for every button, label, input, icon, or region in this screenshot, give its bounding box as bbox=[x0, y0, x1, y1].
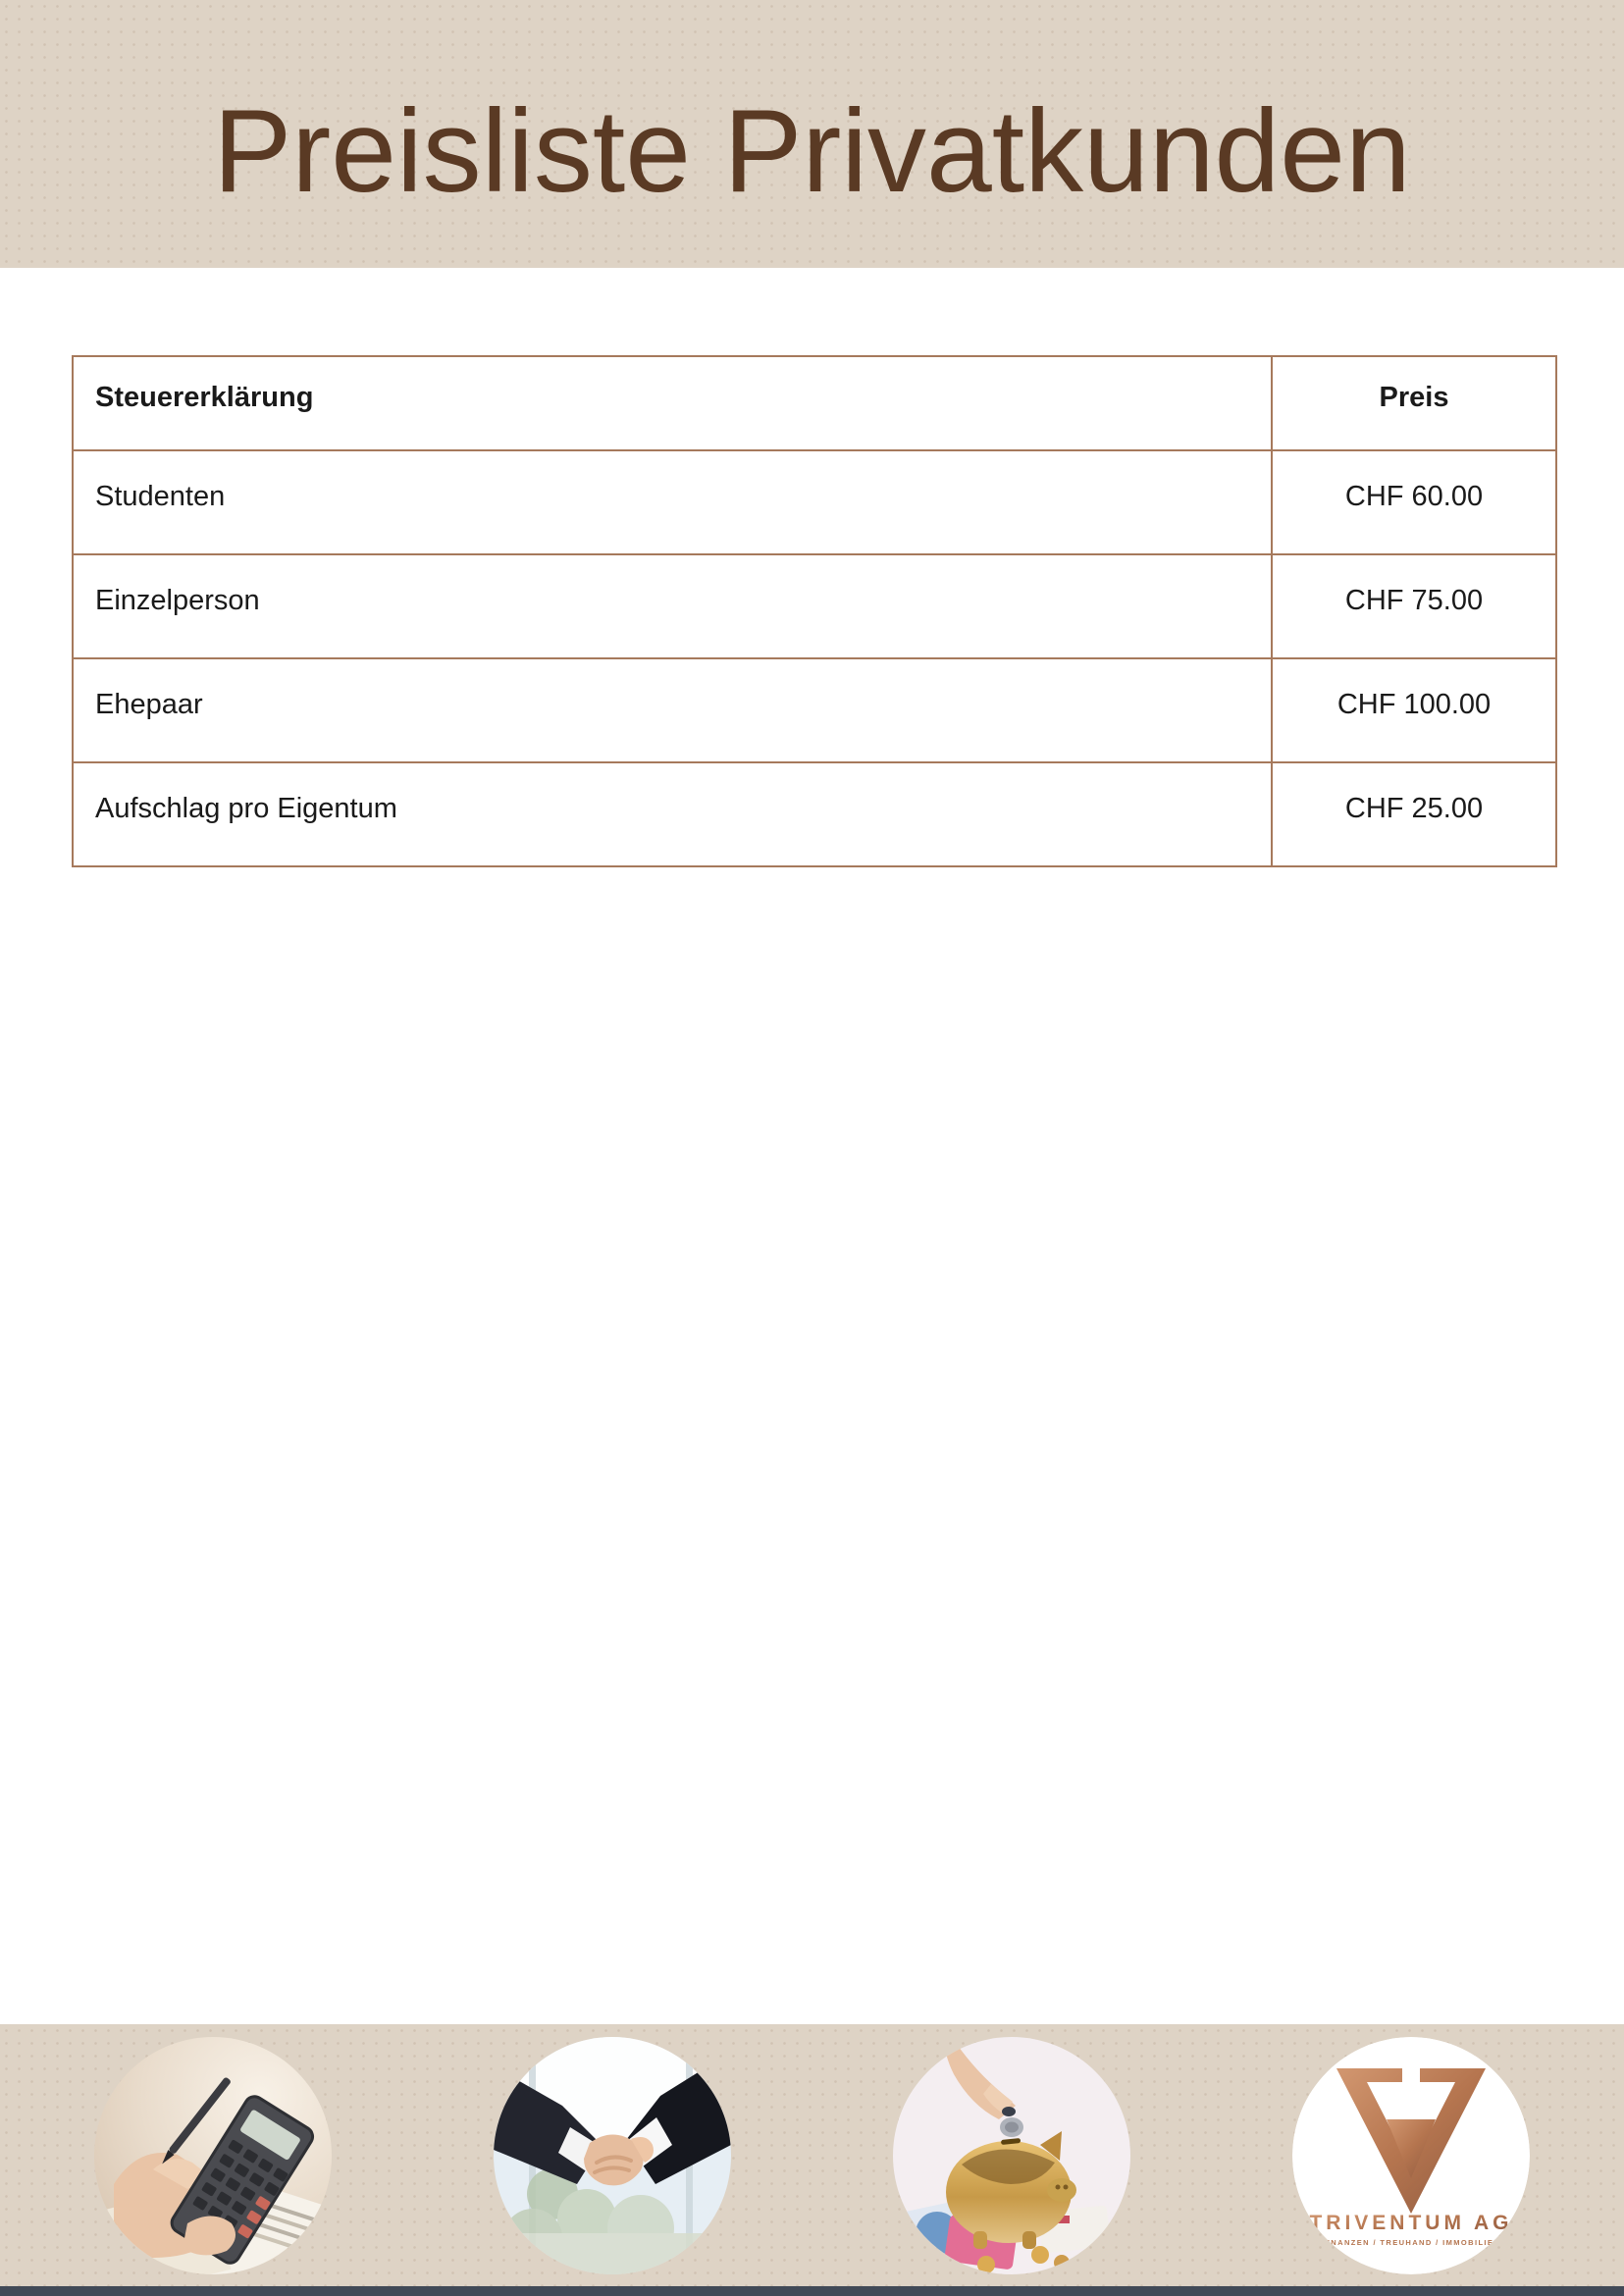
triventum-logo bbox=[1292, 2037, 1530, 2274]
price-cell: CHF 100.00 bbox=[1272, 658, 1556, 762]
piggybank-photo-illustration bbox=[893, 2037, 1130, 2274]
table-header-row bbox=[73, 356, 1556, 450]
price-cell: CHF 75.00 bbox=[1272, 554, 1556, 658]
table-row bbox=[73, 762, 1556, 866]
page-title: Preisliste Privatkunden bbox=[213, 84, 1411, 217]
footer-banner bbox=[0, 2024, 1624, 2296]
calculator-photo-illustration bbox=[94, 2037, 332, 2274]
price-table bbox=[72, 355, 1557, 867]
service-cell: Aufschlag pro Eigentum bbox=[73, 762, 1272, 866]
header-banner bbox=[0, 0, 1624, 268]
company-logo bbox=[1292, 2037, 1530, 2274]
price-cell: CHF 60.00 bbox=[1272, 450, 1556, 554]
piggybank-photo bbox=[893, 2037, 1130, 2274]
column-header-service: Steuererklärung bbox=[73, 356, 1272, 450]
table-row bbox=[73, 450, 1556, 554]
price-cell: CHF 25.00 bbox=[1272, 762, 1556, 866]
handshake-photo bbox=[494, 2037, 731, 2274]
table-row bbox=[73, 658, 1556, 762]
logo-tagline: FINANZEN / TREUHAND / IMMOBILIEN bbox=[1321, 2237, 1501, 2247]
handshake-photo-illustration bbox=[494, 2037, 731, 2274]
service-cell: Ehepaar bbox=[73, 658, 1272, 762]
service-cell: Einzelperson bbox=[73, 554, 1272, 658]
table-row bbox=[73, 554, 1556, 658]
logo-company-name: TRIVENTUM AG bbox=[1309, 2211, 1513, 2234]
content-area bbox=[0, 268, 1624, 2024]
column-header-price: Preis bbox=[1272, 356, 1556, 450]
calculator-photo bbox=[94, 2037, 332, 2274]
service-cell: Studenten bbox=[73, 450, 1272, 554]
